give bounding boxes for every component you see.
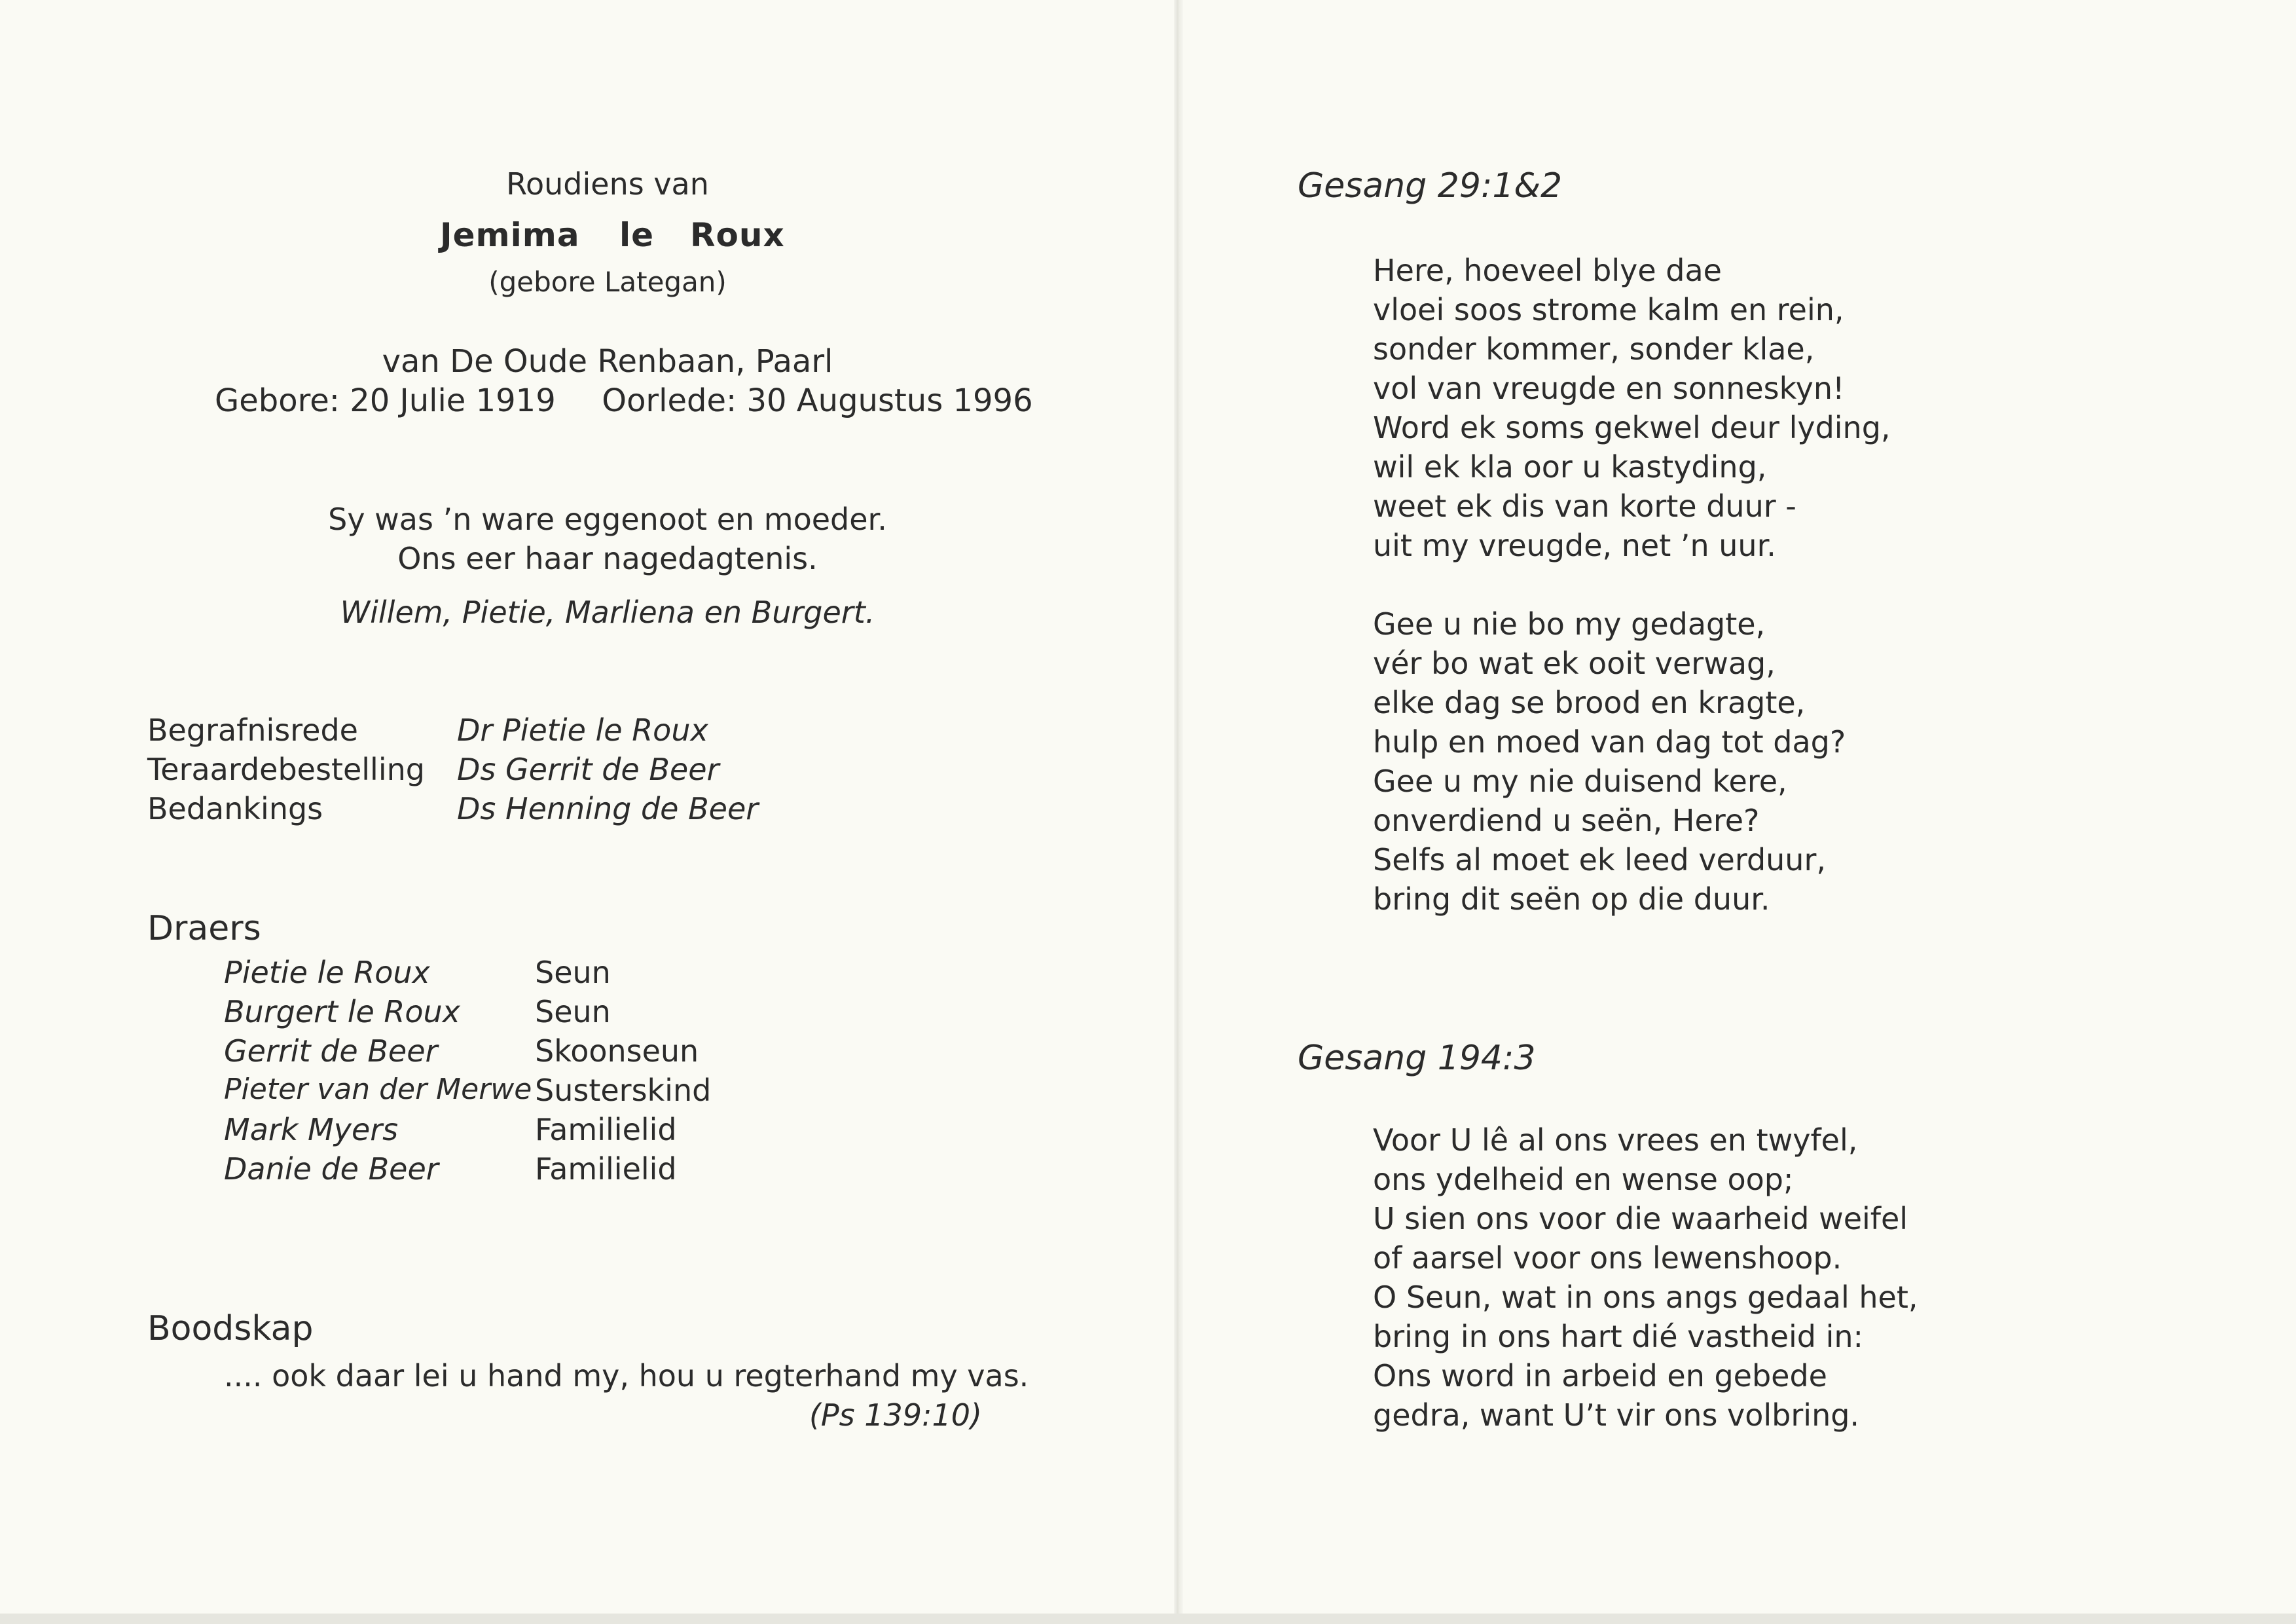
bearer-relation: Skoonseun [535,1033,699,1069]
officiant-role: Bedankings [147,791,323,826]
hymn-1-line: wil ek kla oor u kastyding, [1373,449,1767,485]
born-label: Gebore: [215,382,340,419]
hymn-1-line: Word ek soms gekwel deur lyding, [1373,410,1891,445]
message-title: Boodskap [147,1309,314,1348]
bearers-title: Draers [147,909,261,948]
bearer-name: Pieter van der Merwe [224,1073,532,1106]
bearer-relation: Familielid [535,1151,677,1187]
hymn-2-line: Ons word in arbeid en gebede [1373,1358,1827,1393]
died-date: 30 Augustus 1996 [746,382,1033,419]
paper-edge [0,1614,2296,1624]
bearer-name: Gerrit de Beer [224,1033,438,1069]
bearer-relation: Familielid [535,1112,677,1147]
born-date: 20 Julie 1919 [350,382,556,419]
deceased-middle-name: le [619,216,655,254]
officiant-person: Ds Henning de Beer [457,791,759,826]
hymn-1-line: vér bo wat ek ooit verwag, [1373,646,1776,681]
bearer-name: Danie de Beer [224,1151,439,1187]
hymn-2-line: O Seun, wat in ons angs gedaal het, [1373,1280,1918,1315]
tribute-line-1: Sy was ’n ware eggenoot en moeder. [328,502,887,537]
bearer-relation: Seun [535,955,611,990]
maiden-name: (gebore Lategan) [488,266,727,298]
hymn-1-line: Gee u my nie duisend kere, [1373,764,1787,799]
officiant-person: Dr Pietie le Roux [457,712,708,748]
officiant-person: Ds Gerrit de Beer [457,752,720,787]
hymn-1-title: Gesang 29:1&2 [1298,166,1563,206]
deceased-first-name: Jemima [440,216,580,254]
hymn-1-line: Gee u nie bo my gedagte, [1373,606,1766,642]
hymn-1-line: hulp en moed van dag tot dag? [1373,724,1846,760]
bearer-name: Burgert le Roux [224,994,460,1029]
died-label: Oorlede: [602,382,737,419]
bearer-relation: Seun [535,994,611,1029]
hymn-1-line: Selfs al moet ek leed verduur, [1373,842,1826,877]
dates-line [215,382,1033,419]
hymn-1-line: onverdiend u seën, Here? [1373,803,1760,838]
hymn-2-line: ons ydelheid en wense oop; [1373,1162,1794,1197]
message-reference: (Ps 139:10) [809,1397,982,1433]
tribute-line-2: Ons eer haar nagedagtenis. [397,541,818,576]
hymn-2-line: U sien ons voor die waarheid weifel [1373,1201,1908,1236]
hymn-2-line: bring in ons hart dié vastheid in: [1373,1319,1864,1354]
hymn-1-line: vloei soos strome kalm en rein, [1373,292,1844,327]
hymn-1-line: Here, hoeveel blye dae [1373,253,1722,288]
hymn-2-line: gedra, want U’t vir ons volbring. [1373,1397,1860,1433]
hymn-1-line: weet ek dis van korte duur - [1373,489,1796,524]
residence: van De Oude Renbaan, Paarl [382,343,833,380]
bearer-name: Pietie le Roux [224,955,430,990]
hymn-1-line: elke dag se brood en kragte, [1373,685,1806,720]
hymn-2-line: Voor U lê al ons vrees en twyfel, [1373,1122,1858,1158]
deceased-last-name: Roux [690,216,785,254]
family-names: Willem, Pietie, Marliena en Burgert. [340,595,875,630]
hymn-2-line: of aarsel voor ons lewenshoop. [1373,1240,1842,1276]
officiant-role: Begrafnisrede [147,712,358,748]
hymn-1-line: bring dit seën op die duur. [1373,881,1770,917]
bearer-relation: Susterskind [535,1073,712,1108]
hymn-2-title: Gesang 194:3 [1298,1039,1536,1078]
hymn-1-line: uit my vreugde, net ’n uur. [1373,528,1776,563]
service-heading: Roudiens van [506,166,709,202]
page-fold [1174,0,1183,1624]
message-text: .... ook daar lei u hand my, hou u regterhand my vas. [224,1358,1029,1393]
hymn-1-line: vol van vreugde en sonneskyn! [1373,371,1845,406]
bearer-name: Mark Myers [224,1112,399,1147]
hymn-1-line: sonder kommer, sonder klae, [1373,331,1815,367]
officiant-role: Teraardebestelling [147,752,425,787]
